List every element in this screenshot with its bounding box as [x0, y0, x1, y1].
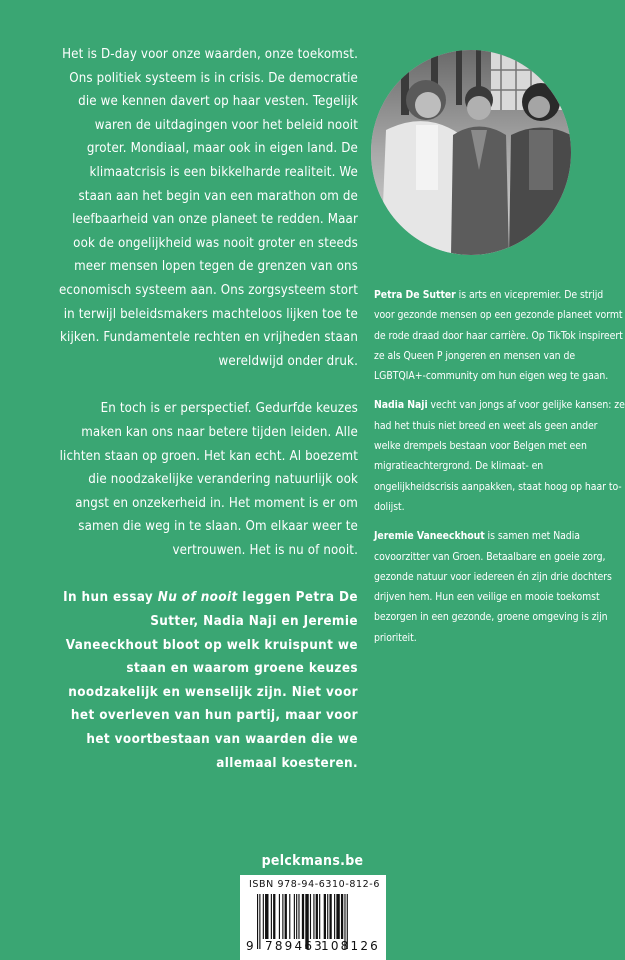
barcode-bar: [265, 894, 268, 939]
barcode-bar: [316, 894, 318, 939]
bio-text: is arts en vicepremier. De strijd voor gezonde mensen op een gezonde planeet vormt de rode draad door haar carrière. Op TikTok inspireert ze als Queen P jongeren en mensen van de LGBTQIA+-community om hun eigen weg te gaan.: [374, 289, 623, 383]
barcode-bar: [313, 894, 314, 939]
barcode-bar: [289, 894, 290, 939]
barcode-bar: [329, 894, 331, 939]
barcode-bar: [341, 894, 343, 939]
barcode-bar: [259, 894, 260, 949]
blurb-column: [56, 43, 358, 775]
bio-petra-de-sutter: [374, 285, 625, 386]
blurb-paragraph-1: Het is D-day voor onze waarden, onze toekomst. Ons politiek systeem is in crisis. De democratie die we kennen davert op haar vesten. Tegelijk waren de uitdagingen voor het beleid nooit groter. Mondiaal, maar ook in eigen land. De klimaatcrisis is een bikkelharde realiteit. We staan aan het begin van een marathon om de leefbaarheid van onze planeet te redden. Maar ook de ongelijkheid was nooit groter en steeds meer mensen lopen tegen de grenzen van ons economisch systeem aan. Ons zorgsysteem stort in terwijl beleidsmakers machteloos lijken toe te kijken. Fundamentele rechten en vrijheden staan wereldwijd onder druk.: [58, 47, 358, 369]
bio-name: Nadia Naji: [374, 399, 428, 412]
ean-first-digit: 9: [246, 939, 254, 953]
barcode-bar: [298, 894, 299, 939]
barcode-bar: [324, 894, 326, 939]
author-bios: [374, 285, 625, 657]
barcode-bar: [263, 894, 264, 939]
isbn-barcode: [240, 875, 386, 960]
barcode-bar: [310, 894, 311, 939]
barcode-bar: [336, 894, 339, 939]
barcode-bar: [285, 894, 287, 939]
barcode-bar: [271, 894, 272, 939]
ean-left-digits: 789463: [265, 939, 325, 953]
barcode-bar: [294, 894, 295, 939]
bio-name: Jeremie Vaneeckhout: [374, 530, 485, 543]
barcode-bar: [296, 894, 297, 939]
author-group-photo-icon: [371, 50, 571, 255]
blurb-paragraph-2: En toch is er perspectief. Gedurfde keuzes maken kan ons naar betere tijden leiden. Alle lichten staan op groen. Het kan echt. Al boezemt die noodzakelijke verandering natuurlijk ook angst en onzekerheid in. Het moment is er om samen die weg in te slaan. Om elkaar weer te vertrouwen. Het is nu of nooit.: [59, 401, 358, 558]
barcode-bar: [257, 894, 258, 949]
barcode-bar: [279, 894, 280, 939]
isbn-label: ISBN 978-94-6310-812-6: [249, 879, 380, 890]
barcode-bar: [319, 894, 320, 939]
barcode-bar: [327, 894, 328, 939]
barcode-bar: [282, 894, 283, 939]
barcode-bar: [302, 894, 304, 939]
blurb-summary: [56, 586, 358, 775]
summary-before: In hun essay: [63, 590, 158, 606]
summary-after: leggen Petra De Sutter, Nadia Naji en Jeremie Vaneeckhout bloot op welk kruispunt we staan en waarom groene keuzes noodzakelijk en wenselijk zijn. Niet voor het overleven van hun partij, maar voor het voortbestaan van waarden die we allemaal koesteren.: [65, 590, 358, 771]
summary-book-title: Nu of nooit: [157, 590, 238, 606]
bio-text: vecht van jongs af voor gelijke kansen: ze had het thuis niet breed en weet als geen ander welke drempels bestaan voor Belgen met een migratieachtergrond. De klimaat- en ongelijkheidscrisis aanpakken, staat hoog op haar to-dolijst.: [374, 399, 625, 513]
publisher-website: pelckmans.be: [261, 853, 364, 869]
ean-right-digits: 108126: [321, 939, 381, 953]
bio-nadia-naji: [374, 395, 625, 517]
barcode-bar: [334, 894, 335, 939]
bio-text: is samen met Nadia covoorzitter van Groen. Betaalbare en goeie zorg, gezonde natuur voor iedereen én zijn drie dochters drijven hem. Hun een veilige en mooie toekomst bezorgen in een gezonde, groene omgeving is zijn prioriteit.: [374, 530, 612, 644]
barcode-bar: [273, 894, 275, 939]
bio-jeremie-vaneeckhout: [374, 526, 625, 648]
bio-name: Petra De Sutter: [374, 289, 456, 301]
